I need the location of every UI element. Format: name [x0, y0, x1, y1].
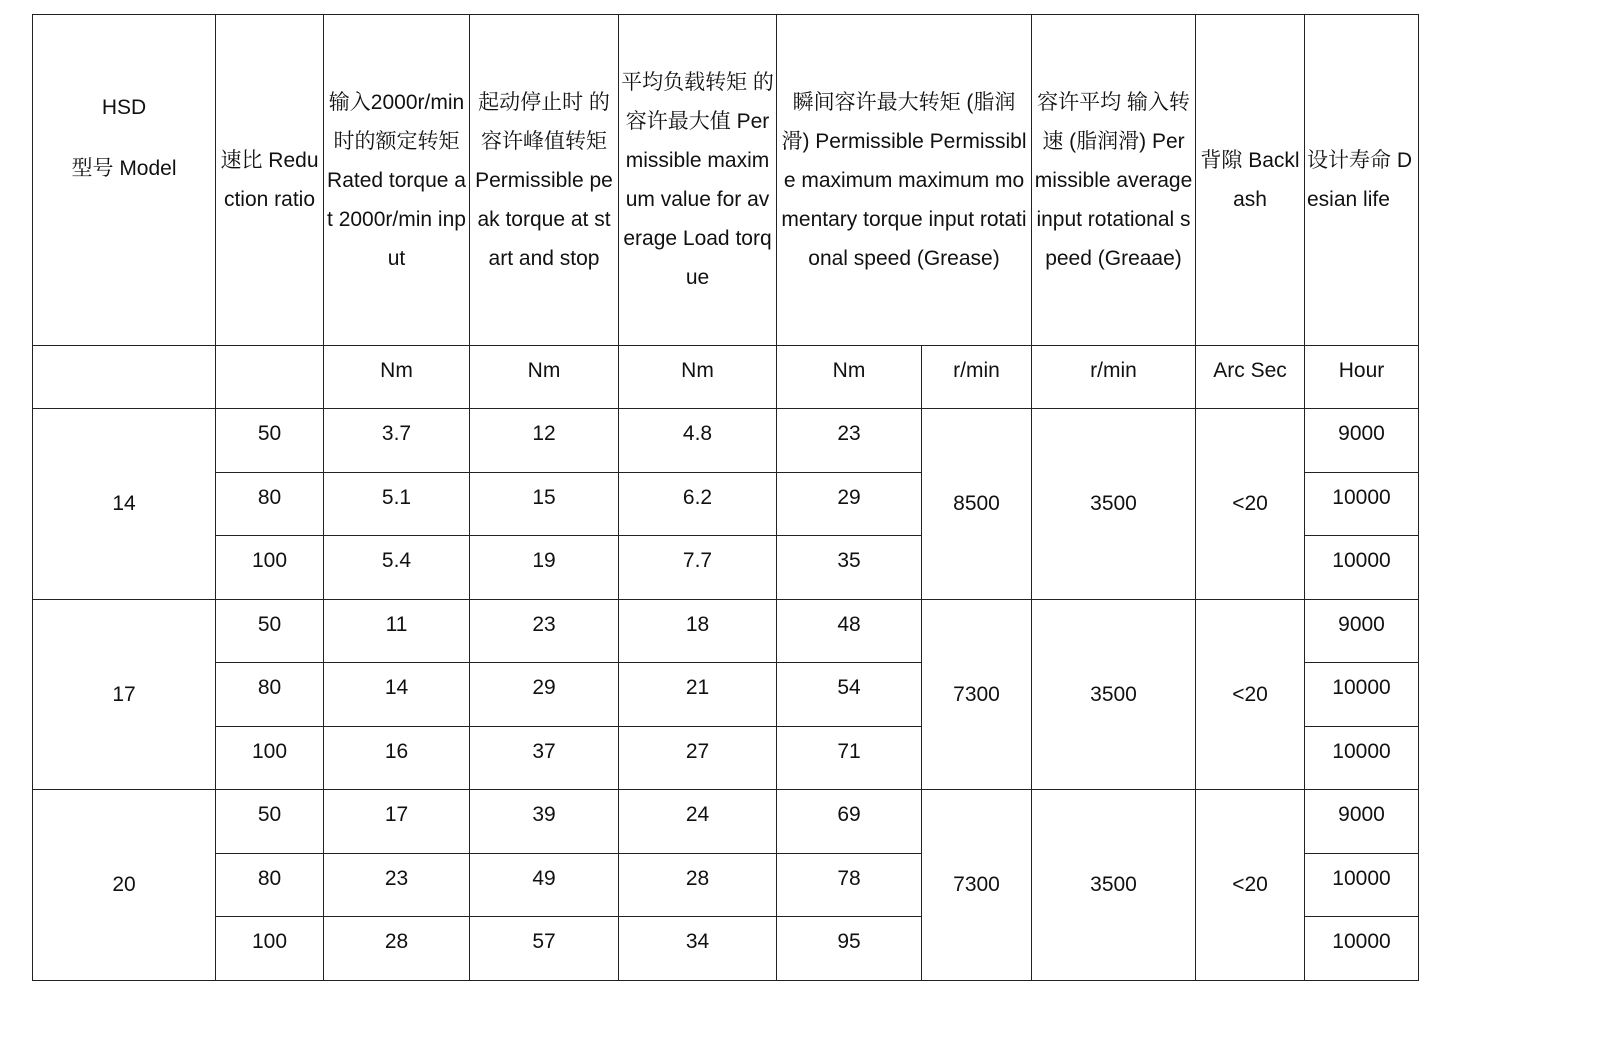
ratio-cell: 50: [216, 409, 324, 473]
peak-cell: 29: [470, 663, 619, 727]
rated-cell: 5.4: [324, 536, 470, 600]
unit-cell: Nm: [777, 346, 922, 409]
peak-cell: 39: [470, 790, 619, 854]
momentary-cell: 48: [777, 599, 922, 663]
table-row: [33, 409, 1419, 473]
unit-cell: Nm: [324, 346, 470, 409]
unit-cell: Nm: [470, 346, 619, 409]
rated-cell: 11: [324, 599, 470, 663]
max-speed-cell: 8500: [922, 409, 1032, 600]
momentary-cell: 23: [777, 409, 922, 473]
model-cell: 20: [33, 790, 216, 981]
header-avg-load-torque: 平均负载转矩 的容许最大值 Permissible maximum value for average Load torque: [619, 15, 777, 346]
ratio-cell: 100: [216, 726, 324, 790]
avg-speed-cell: 3500: [1032, 599, 1196, 790]
life-cell: 9000: [1305, 409, 1419, 473]
unit-cell: Hour: [1305, 346, 1419, 409]
units-row: [33, 346, 1419, 409]
momentary-cell: 54: [777, 663, 922, 727]
life-cell: 9000: [1305, 790, 1419, 854]
momentary-cell: 95: [777, 917, 922, 981]
avg-cell: 27: [619, 726, 777, 790]
backlash-cell: <20: [1196, 599, 1305, 790]
avg-cell: 18: [619, 599, 777, 663]
peak-cell: 12: [470, 409, 619, 473]
header-momentary: 瞬间容许最大转矩 (脂润滑) Permissible Permissible maximum maximum momentary torque input rotational speed (Grease): [777, 15, 1032, 346]
header-avg-input-speed: 容许平均 输入转速 (脂润滑) Permissible average input rotational speed (Greaae): [1032, 15, 1196, 346]
avg-speed-cell: 3500: [1032, 790, 1196, 981]
rated-cell: 14: [324, 663, 470, 727]
ratio-cell: 80: [216, 472, 324, 536]
table-row: [33, 599, 1419, 663]
header-ratio: 速比 Reduction ratio: [216, 15, 324, 346]
max-speed-cell: 7300: [922, 790, 1032, 981]
momentary-cell: 35: [777, 536, 922, 600]
momentary-cell: 78: [777, 853, 922, 917]
rated-cell: 5.1: [324, 472, 470, 536]
avg-speed-cell: 3500: [1032, 409, 1196, 600]
rated-cell: 3.7: [324, 409, 470, 473]
header-model-line1: HSD: [101, 96, 147, 119]
life-cell: 10000: [1305, 663, 1419, 727]
unit-cell: [216, 346, 324, 409]
momentary-cell: 29: [777, 472, 922, 536]
spec-table: [32, 14, 1419, 981]
avg-cell: 7.7: [619, 536, 777, 600]
rated-cell: 28: [324, 917, 470, 981]
ratio-cell: 80: [216, 663, 324, 727]
header-design-life: 设计寿命 Desian life: [1305, 15, 1419, 346]
avg-cell: 28: [619, 853, 777, 917]
life-cell: 10000: [1305, 726, 1419, 790]
avg-cell: 6.2: [619, 472, 777, 536]
unit-cell: [33, 346, 216, 409]
life-cell: 10000: [1305, 853, 1419, 917]
unit-cell: r/min: [1032, 346, 1196, 409]
momentary-cell: 71: [777, 726, 922, 790]
backlash-cell: <20: [1196, 790, 1305, 981]
avg-cell: 24: [619, 790, 777, 854]
peak-cell: 57: [470, 917, 619, 981]
life-cell: 10000: [1305, 917, 1419, 981]
backlash-cell: <20: [1196, 409, 1305, 600]
momentary-cell: 69: [777, 790, 922, 854]
peak-cell: 19: [470, 536, 619, 600]
unit-cell: Nm: [619, 346, 777, 409]
ratio-cell: 50: [216, 599, 324, 663]
header-backlash: 背隙 Backlash: [1196, 15, 1305, 346]
peak-cell: 15: [470, 472, 619, 536]
header-peak-torque: 起动停止时 的 容许峰值转矩 Permissible peak torque at start and stop: [470, 15, 619, 346]
peak-cell: 49: [470, 853, 619, 917]
ratio-cell: 100: [216, 917, 324, 981]
avg-cell: 4.8: [619, 409, 777, 473]
avg-cell: 21: [619, 663, 777, 727]
life-cell: 9000: [1305, 599, 1419, 663]
rated-cell: 17: [324, 790, 470, 854]
ratio-cell: 80: [216, 853, 324, 917]
avg-cell: 34: [619, 917, 777, 981]
model-cell: 17: [33, 599, 216, 790]
ratio-cell: 100: [216, 536, 324, 600]
peak-cell: 23: [470, 599, 619, 663]
unit-cell: Arc Sec: [1196, 346, 1305, 409]
life-cell: 10000: [1305, 472, 1419, 536]
header-model: [33, 15, 216, 346]
rated-cell: 16: [324, 726, 470, 790]
unit-cell: r/min: [922, 346, 1032, 409]
max-speed-cell: 7300: [922, 599, 1032, 790]
table-row: [33, 790, 1419, 854]
life-cell: 10000: [1305, 536, 1419, 600]
header-model-line2: 型号 Model: [71, 157, 177, 180]
model-cell: 14: [33, 409, 216, 600]
rated-cell: 23: [324, 853, 470, 917]
header-rated-torque: 输入2000r/min 时的额定转矩 Rated torque at 2000r/min input: [324, 15, 470, 346]
peak-cell: 37: [470, 726, 619, 790]
ratio-cell: 50: [216, 790, 324, 854]
header-row: [33, 15, 1419, 346]
